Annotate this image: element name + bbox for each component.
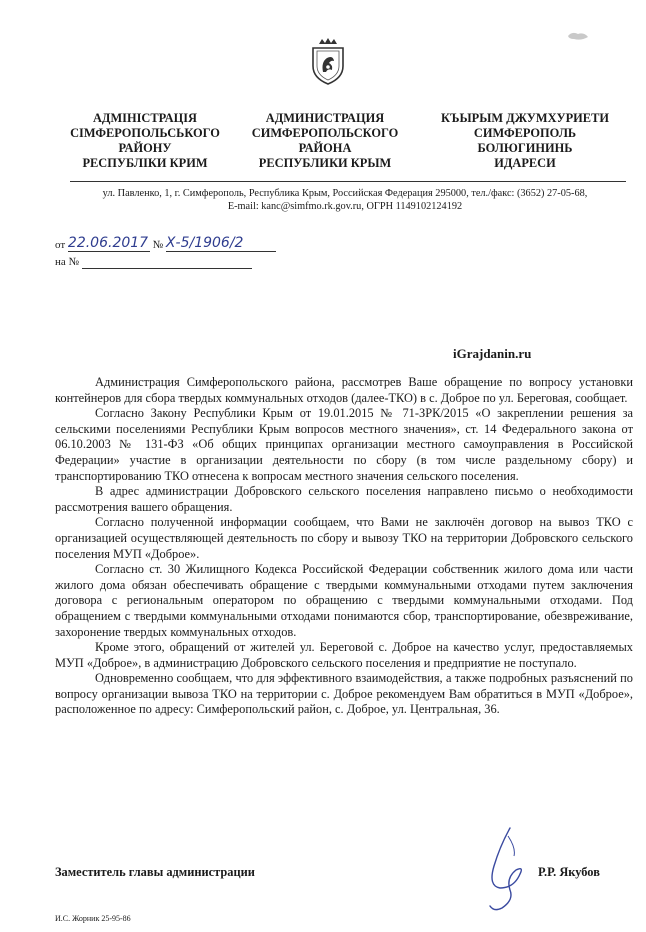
paragraph: Администрация Симферопольского района, рассмотрев Ваше обращение по вопросу установки контейнеров для сбора твердых коммунальных отходов (далее-ТКО) в с. Доброе по ул. Береговая, сообщает. bbox=[55, 375, 633, 405]
number-label: № bbox=[152, 239, 164, 251]
address-line-1: ул. Павленко, 1, г. Симферополь, Республика Крым, Российская Федерация 295000, тел./факс: (3652) 27-05-68, bbox=[102, 188, 588, 199]
reply-label: на № bbox=[55, 256, 80, 268]
header-russian bbox=[240, 111, 410, 171]
header-ct-line-4: ИДАРЕСИ bbox=[494, 156, 556, 170]
reply-line bbox=[55, 255, 252, 269]
header-ct-line-2: СИМФЕРОПОЛЬ bbox=[473, 126, 577, 140]
registration-line bbox=[55, 236, 276, 252]
header-ct-line-1: КЪЫРЫМ ДЖУМХУРИЕТИ bbox=[441, 111, 609, 125]
header-ru-line-4: РЕСПУБЛИКИ КРЫМ bbox=[258, 156, 392, 170]
header-crimean-tatar bbox=[420, 111, 630, 171]
crimea-coat-of-arms-icon bbox=[309, 38, 347, 86]
recipient: iGrajdanin.ru bbox=[453, 346, 532, 361]
address-line-2: E-mail: kanc@simfmo.rk.gov.ru, ОГРН 1149102124192 bbox=[227, 201, 463, 212]
signatory-name: Р.Р. Якубов bbox=[538, 865, 600, 879]
registration-date: 22.06.2017 bbox=[67, 235, 149, 251]
from-label: от bbox=[55, 239, 66, 251]
paragraph: Согласно ст. 30 Жилищного Кодекса Российской Федерации собственник жилого дома или части жилого дома обязан обеспечивать обращение с твердыми коммунальными отходами путем заключения договора с региональным оператором по обращению с твердыми коммунальными отходами. Под обращением с твердыми коммунальными отходами понимаются сбор, транспортирование, обезвреживание, захоронение твердых коммунальных отходов. bbox=[55, 562, 633, 639]
date-field bbox=[68, 236, 150, 252]
header-ru-line-3: РАЙОНА bbox=[298, 141, 352, 155]
paper-smudge bbox=[566, 30, 590, 42]
paragraph: Кроме этого, обращений от жителей ул. Береговой с. Доброе на качество услуг, предоставляемых МУП «Доброе», в администрацию Добровского сельского поселения и предприятие не поступало. bbox=[55, 640, 633, 670]
paragraph: Согласно Закону Республики Крым от 19.01.2015 № 71-ЗРК/2015 «О закреплении решения за сельскими поселениями Республики Крым вопросов местного значения», ст. 14 Федерального закона от 06.10.2003 № 131-ФЗ «Об общих принципах организации местного самоуправления в Российской Федерации» участие в организации деятельности по сбору (в том числе раздельному сбору) и транспортированию ТКО отнесена к вопросам местного значения сельского поселения. bbox=[55, 406, 633, 483]
number-field bbox=[166, 236, 276, 252]
signatory-position: Заместитель главы администрации bbox=[55, 865, 255, 879]
header-ua-line-2: СІМФЕРОПОЛЬСЬКОГО bbox=[70, 126, 220, 140]
executor-note: И.С. Жорник 25-95-86 bbox=[55, 914, 131, 923]
header-ru-line-2: СИМФЕРОПОЛЬСКОГО bbox=[251, 126, 399, 140]
sender-address bbox=[60, 187, 630, 213]
registration-number: Х-5/1906/2 bbox=[165, 235, 244, 251]
paragraph: Согласно полученной информации сообщаем, что Вами не заключён договор на вывоз ТКО с организацией осуществляющей деятельность по сбору и вывозу ТКО на территории Добровского сельского поселения МУП «Доброе». bbox=[55, 515, 633, 561]
header-ua-line-3: РАЙОНУ bbox=[118, 141, 172, 155]
reply-field bbox=[82, 256, 252, 269]
header-ru-line-1: АДМИНИСТРАЦИЯ bbox=[265, 111, 385, 125]
paragraph: В адрес администрации Добровского сельского поселения направлено письмо о необходимости рассмотрения вашего обращения. bbox=[55, 484, 633, 514]
header-ukrainian bbox=[50, 111, 240, 171]
header-ua-line-1: АДМІНІСТРАЦІЯ bbox=[92, 111, 197, 125]
header-divider bbox=[70, 181, 626, 182]
header-ua-line-4: РЕСПУБЛІКИ КРИМ bbox=[82, 156, 208, 170]
handwritten-signature bbox=[480, 826, 540, 914]
paragraph: Одновременно сообщаем, что для эффективного взаимодействия, а также подробных разъяснений по вопросу организации вывоза ТКО на территории с. Доброе рекомендуем Вам обратиться в МУП «Доброе», расположенное по адресу: Симферопольский район, с. Доброе, ул. Центральная, 36. bbox=[55, 671, 633, 717]
header-ct-line-3: БОЛЮГИНИНЬ bbox=[477, 141, 573, 155]
letter-body bbox=[55, 375, 633, 718]
